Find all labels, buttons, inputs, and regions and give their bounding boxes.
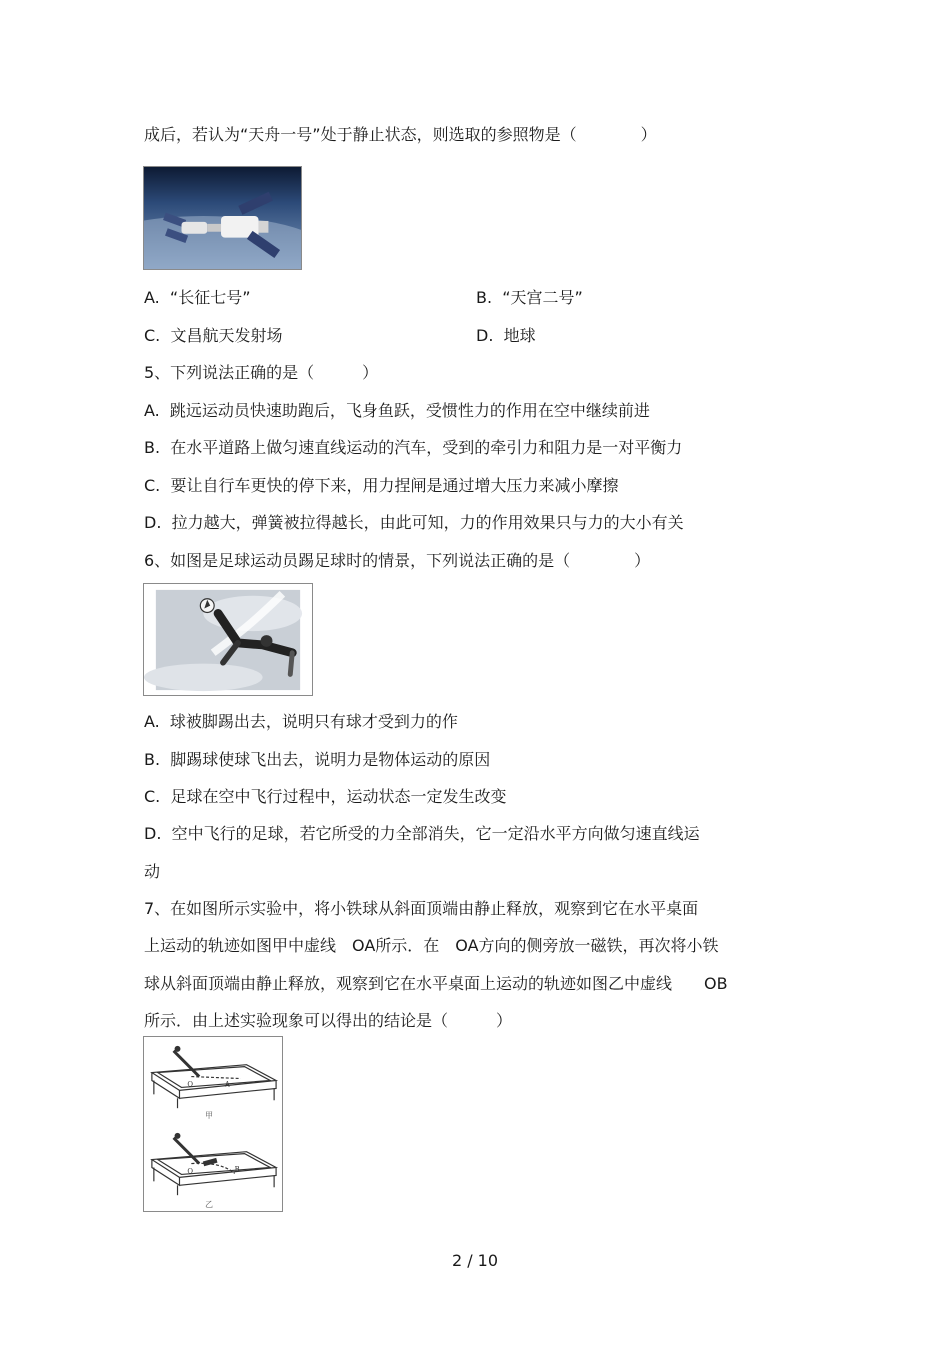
- q5-stem: 5、下列说法正确的是（ ）: [144, 363, 379, 382]
- q7-stem-line-2: 上运动的轨迹如图甲中虚线 OA所示．在 OA方向的侧旁放一磁铁，再次将小铁: [144, 936, 719, 955]
- magnet-experiment-figure: [143, 1036, 283, 1212]
- q6-option-d-wrap: 动: [144, 862, 161, 881]
- q6-option-d: D. 空中飞行的足球，若它所受的力全部消失，它一定沿水平方向做匀速直线运: [144, 824, 700, 843]
- q4-option-d: D. 地球: [476, 326, 536, 345]
- q5-option-b: B. 在水平道路上做匀速直线运动的汽车，受到的牵引力和阻力是一对平衡力: [144, 438, 683, 457]
- q7-stem-line-4: 所示．由上述实验现象可以得出的结论是（ ）: [144, 1011, 513, 1030]
- q6-option-a: A. 球被脚踢出去，说明只有球才受到力的作: [144, 712, 458, 731]
- space-station-photo: [143, 166, 302, 270]
- figure-jia-label-a: A: [224, 1080, 230, 1089]
- page-number: 2 / 10: [451, 1251, 499, 1270]
- q4-stem-tail: 成后，若认为“天舟一号”处于静止状态，则选取的参照物是（ ）: [144, 125, 657, 144]
- figure-yi-caption: 乙: [205, 1200, 213, 1210]
- q6-stem: 6、如图是足球运动员踢足球时的情景，下列说法正确的是（ ）: [144, 551, 651, 570]
- q5-option-d: D. 拉力越大，弹簧被拉得越长，由此可知，力的作用效果只与力的大小有关: [144, 513, 684, 532]
- figure-yi-label-o: O: [187, 1167, 194, 1176]
- q5-option-a: A. 跳远运动员快速助跑后，飞身鱼跃，受惯性力的作用在空中继续前进: [144, 401, 650, 420]
- q4-option-a: A. “长征七号”: [144, 288, 251, 307]
- figure-yi-label-b: B: [234, 1165, 240, 1174]
- soccer-kick-photo: [143, 583, 313, 696]
- q5-option-c: C. 要让自行车更快的停下来，用力捏闸是通过增大压力来减小摩擦: [144, 476, 619, 495]
- q6-option-c: C. 足球在空中飞行过程中，运动状态一定发生改变: [144, 787, 507, 806]
- figure-jia-label-o: O: [187, 1080, 194, 1089]
- q7-stem-line-3: 球从斜面顶端由静止释放，观察到它在水平桌面上运动的轨迹如图乙中虚线 OB: [144, 974, 728, 993]
- q7-stem-line-1: 7、在如图所示实验中，将小铁球从斜面顶端由静止释放，观察到它在水平桌面: [144, 899, 699, 918]
- figure-jia-caption: 甲: [205, 1111, 213, 1121]
- q6-option-b: B. 脚踢球使球飞出去，说明力是物体运动的原因: [144, 750, 491, 769]
- q4-option-b: B. “天宫二号”: [476, 288, 583, 307]
- q4-option-c: C. 文昌航天发射场: [144, 326, 283, 345]
